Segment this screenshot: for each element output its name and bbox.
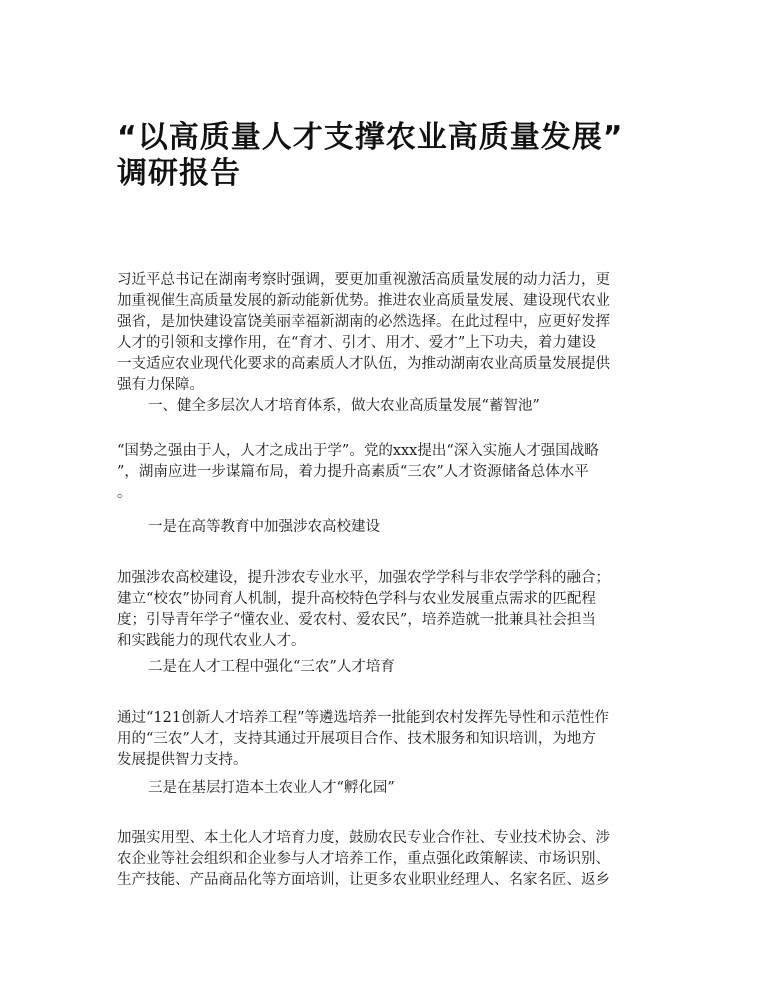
subsection-heading: 二是在人才工程中强化“三农”人才培育 [148,659,395,675]
text-line: 一支适应农业现代化要求的高素质人才队伍，为推动湖南农业高质量发展提供 [117,356,610,372]
document-title [117,120,677,192]
text-line: 用的“三农”人才，支持其通过开展项目合作、技术服务和知识培训，为地方 [117,731,596,747]
title-line: “以高质量人才支撑农业高质量发展” [117,120,624,155]
intro-paragraph [117,270,657,396]
subsection-paragraph [117,708,657,771]
section-heading: 一、健全多层次人才培育体系，做大农业高质量发展“蓄智池” [148,398,540,414]
text-line: 通过“121创新人才培养工程”等遴选培养一批能到农村发挥先导性和示范性作 [117,710,609,726]
title-line: 调研报告 [117,156,241,191]
text-line: 加强实用型、本土化人才培育力度，鼓励农民专业合作社、专业技术协会、涉 [117,830,610,846]
text-line: 和实践能力的现代农业人才。 [117,633,306,649]
text-line: “国势之强由于人，人才之成出于学”。党的xxx提出“深入实施人才强国战略 [117,443,599,459]
text-line: 强有力保障。 [117,377,204,393]
text-line: 农企业等社会组织和企业参与人才培养工作，重点强化政策解读、市场识别、 [117,851,610,867]
text-line: 生产技能、产品商品化等方面培训，让更多农业职业经理人、名家名匠、返乡 [117,872,610,888]
text-line: 加强涉农高校建设，提升涉农专业水平，加强农学学科与非农学学科的融合； [117,570,610,586]
subsection-paragraph [117,828,657,891]
text-line: ”，湖南应进一步谋篇布局，着力提升高素质“三农”人才资源储备总体水平 [117,464,589,480]
section-paragraph [117,441,657,504]
text-line: 人才的引领和支撑作用，在“育才、引才、用才、爱才”上下功夫，着力建设 [117,335,596,351]
text-line: 习近平总书记在湖南考察时强调，要更加重视激活高质量发展的动力活力，更 [117,272,610,288]
text-line: 发展提供智力支持。 [117,752,248,768]
subsection-paragraph [117,568,657,652]
text-line: 强省，是加快建设富饶美丽幸福新湖南的必然选择。在此过程中，应更好发挥 [117,314,610,330]
subsection-heading: 一是在高等教育中加强涉农高校建设 [148,519,380,535]
subsection-heading: 三是在基层打造本土农业人才“孵化园” [148,780,395,796]
text-line: 建立“校农”协同育人机制，提升高校特色学科与农业发展重点需求的匹配程 [117,591,596,607]
text-line: 度；引导青年学子“懂农业、爱农村、爱农民”，培养造就一批兼具社会担当 [117,612,596,628]
text-line: 加重视催生高质量发展的新动能新优势。推进农业高质量发展、建设现代农业 [117,293,610,309]
text-line: 。 [117,485,132,501]
